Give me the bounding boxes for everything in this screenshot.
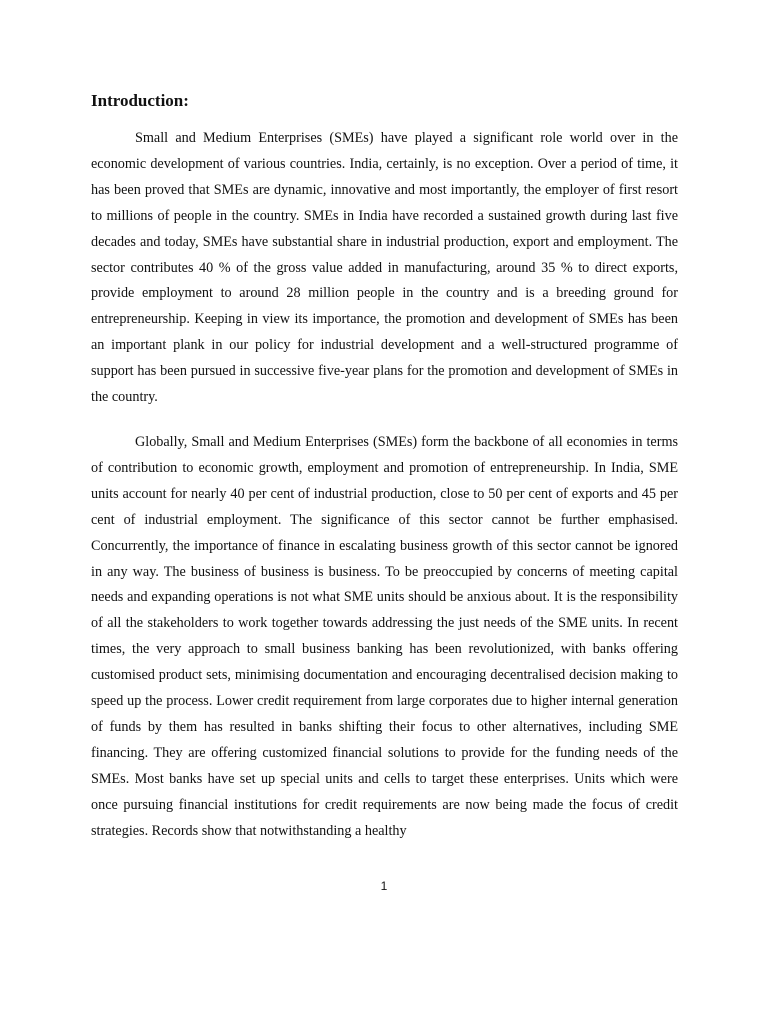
- body-paragraph-1: Small and Medium Enterprises (SMEs) have played a significant role world over in the economic development of various countries. India, certainly, is no exception. Over a period of time, it has been proved that SMEs are dynamic, innovative and most importantly, the employer of first resort to millions of people in the country. SMEs in India have recorded a sustained growth during last five decades and today, SMEs have substantial share in industrial production, export and employment. The sector contributes 40 % of the gross value added in manufacturing, around 35 % to direct exports, provide employment to around 28 million people in the country and is a breeding ground for entrepreneurship. Keeping in view its importance, the promotion and development of SMEs has been an important plank in our policy for industrial development and a well-structured programme of support has been pursued in successive five-year plans for the promotion and development of SMEs in the country.: [91, 130, 678, 406]
- page-number: 1: [380, 879, 388, 893]
- body-paragraph-2: Globally, Small and Medium Enterprises (SMEs) form the backbone of all economies in terms of contribution to economic growth, employment and promotion of entrepreneurship. In India, SME units account for nearly 40 per cent of industrial production, close to 50 per cent of exports and 45 per cent of industrial employment. The significance of this sector cannot be further emphasised. Concurrently, the importance of finance in escalating business growth of this sector cannot be ignored in any way. The business of business is business. To be preoccupied by concerns of meeting capital needs and expanding operations is not what SME units should be anxious about. It is the responsibility of all the stakeholders to work together towards addressing the just needs of the SME units. In recent times, the very approach to small business banking has been revolutionized, with banks offering customised product sets, minimising documentation and encouraging decentralised decision making to speed up the process. Lower credit requirement from large corporates due to higher internal generation of funds by them has resulted in banks shifting their focus to other alternatives, including SME financing. They are offering customized financial solutions to provide for the funding needs of the SMEs. Most banks have set up special units and cells to target these enterprises. Units which were once pursuing financial institutions for credit requirements are now being made the focus of credit strategies. Records show that notwithstanding a healthy: [91, 434, 678, 839]
- section-heading: Introduction:: [91, 91, 189, 110]
